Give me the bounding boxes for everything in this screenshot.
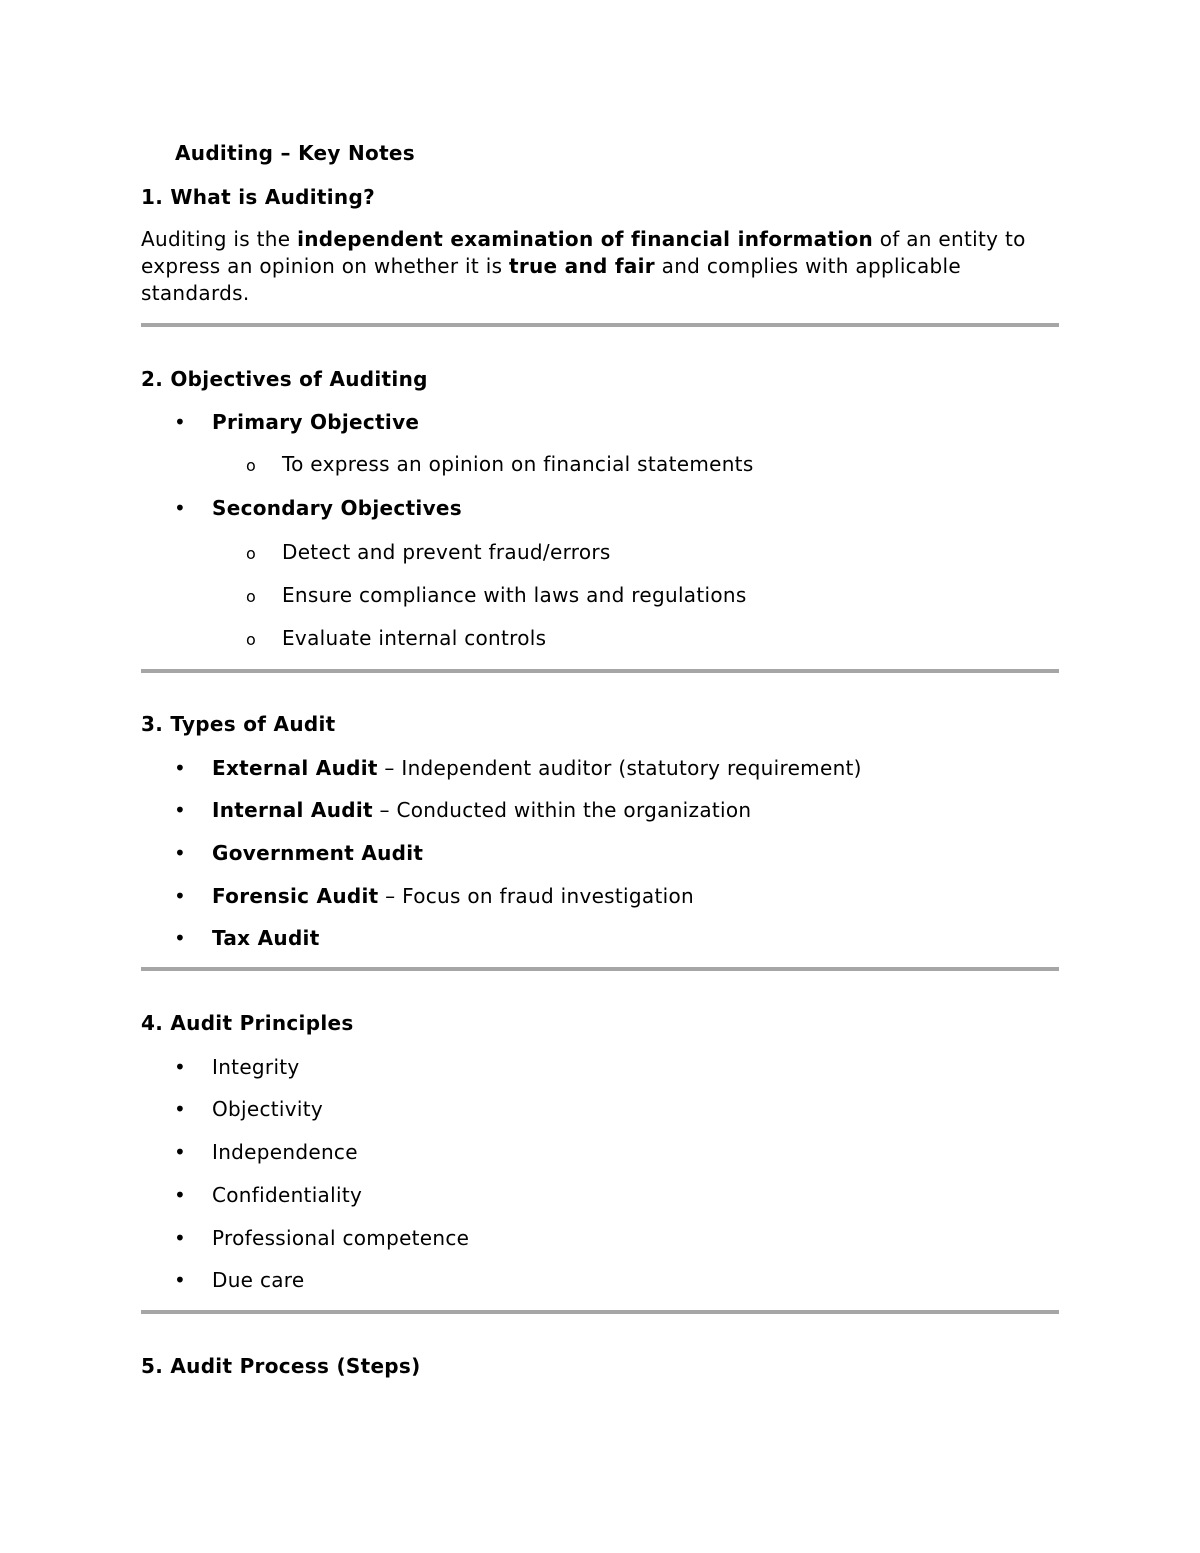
audit-type-name: Internal Audit <box>212 798 373 822</box>
section-divider <box>141 323 1059 327</box>
list-item: Ensure compliance with laws and regulations <box>282 583 747 607</box>
list-item: Independence <box>212 1140 358 1164</box>
para-bold-1: independent examination of financial information <box>297 227 874 251</box>
audit-type-name: External Audit <box>212 756 378 780</box>
para-text-3: and complies with applicable standards. <box>141 254 961 305</box>
list-item: Confidentiality <box>212 1183 363 1207</box>
circle-bullet-icon: o <box>246 544 257 563</box>
section-3-heading: 3. Types of Audit <box>141 712 336 736</box>
section-divider <box>141 1310 1059 1314</box>
list-item: Integrity <box>212 1055 300 1079</box>
list-item: To express an opinion on financial statements <box>282 452 754 476</box>
para-bold-2: true and fair <box>508 254 655 278</box>
audit-type-desc: – Independent auditor (statutory requirement) <box>377 756 862 780</box>
list-item: Detect and prevent fraud/errors <box>282 540 611 564</box>
section-divider <box>141 967 1059 971</box>
list-item <box>212 926 320 950</box>
bullet-icon: • <box>174 884 187 908</box>
list-item: Evaluate internal controls <box>282 626 547 650</box>
section-4-heading: 4. Audit Principles <box>141 1011 354 1035</box>
document-title: Auditing – Key Notes <box>175 141 416 165</box>
list-item: Due care <box>212 1268 305 1292</box>
bullet-icon: • <box>174 496 187 520</box>
audit-type-name: Forensic Audit <box>212 884 379 908</box>
bullet-icon: • <box>174 1097 187 1121</box>
bullet-icon: • <box>174 1140 187 1164</box>
list-item <box>212 841 423 865</box>
list-item: Objectivity <box>212 1097 324 1121</box>
secondary-objectives-label: Secondary Objectives <box>212 496 462 520</box>
audit-type-name: Government Audit <box>212 841 424 865</box>
primary-objective-label: Primary Objective <box>212 410 420 434</box>
bullet-icon: • <box>174 926 187 950</box>
list-item: Professional competence <box>212 1226 470 1250</box>
section-1-heading: 1. What is Auditing? <box>141 185 375 209</box>
bullet-icon: • <box>174 1183 187 1207</box>
bullet-icon: • <box>174 756 187 780</box>
bullet-icon: • <box>174 1055 187 1079</box>
section-2-heading: 2. Objectives of Auditing <box>141 367 428 391</box>
bullet-icon: • <box>174 1268 187 1292</box>
circle-bullet-icon: o <box>246 587 257 606</box>
list-item <box>212 884 694 908</box>
audit-type-name: Tax Audit <box>212 926 320 950</box>
audit-type-desc: – Focus on fraud investigation <box>378 884 694 908</box>
bullet-icon: • <box>174 410 187 434</box>
list-item <box>212 756 862 780</box>
audit-type-desc: – Conducted within the organization <box>372 798 752 822</box>
section-divider <box>141 669 1059 673</box>
circle-bullet-icon: o <box>246 630 257 649</box>
bullet-icon: • <box>174 1226 187 1250</box>
circle-bullet-icon: o <box>246 456 257 475</box>
bullet-icon: • <box>174 798 187 822</box>
list-item <box>212 798 751 822</box>
para-text-1: Auditing is the <box>141 227 298 251</box>
para-text-2: of an entity to express an opinion on whether it is <box>141 227 1026 278</box>
section-1-paragraph <box>141 226 1071 307</box>
bullet-icon: • <box>174 841 187 865</box>
section-5-heading: 5. Audit Process (Steps) <box>141 1354 421 1378</box>
